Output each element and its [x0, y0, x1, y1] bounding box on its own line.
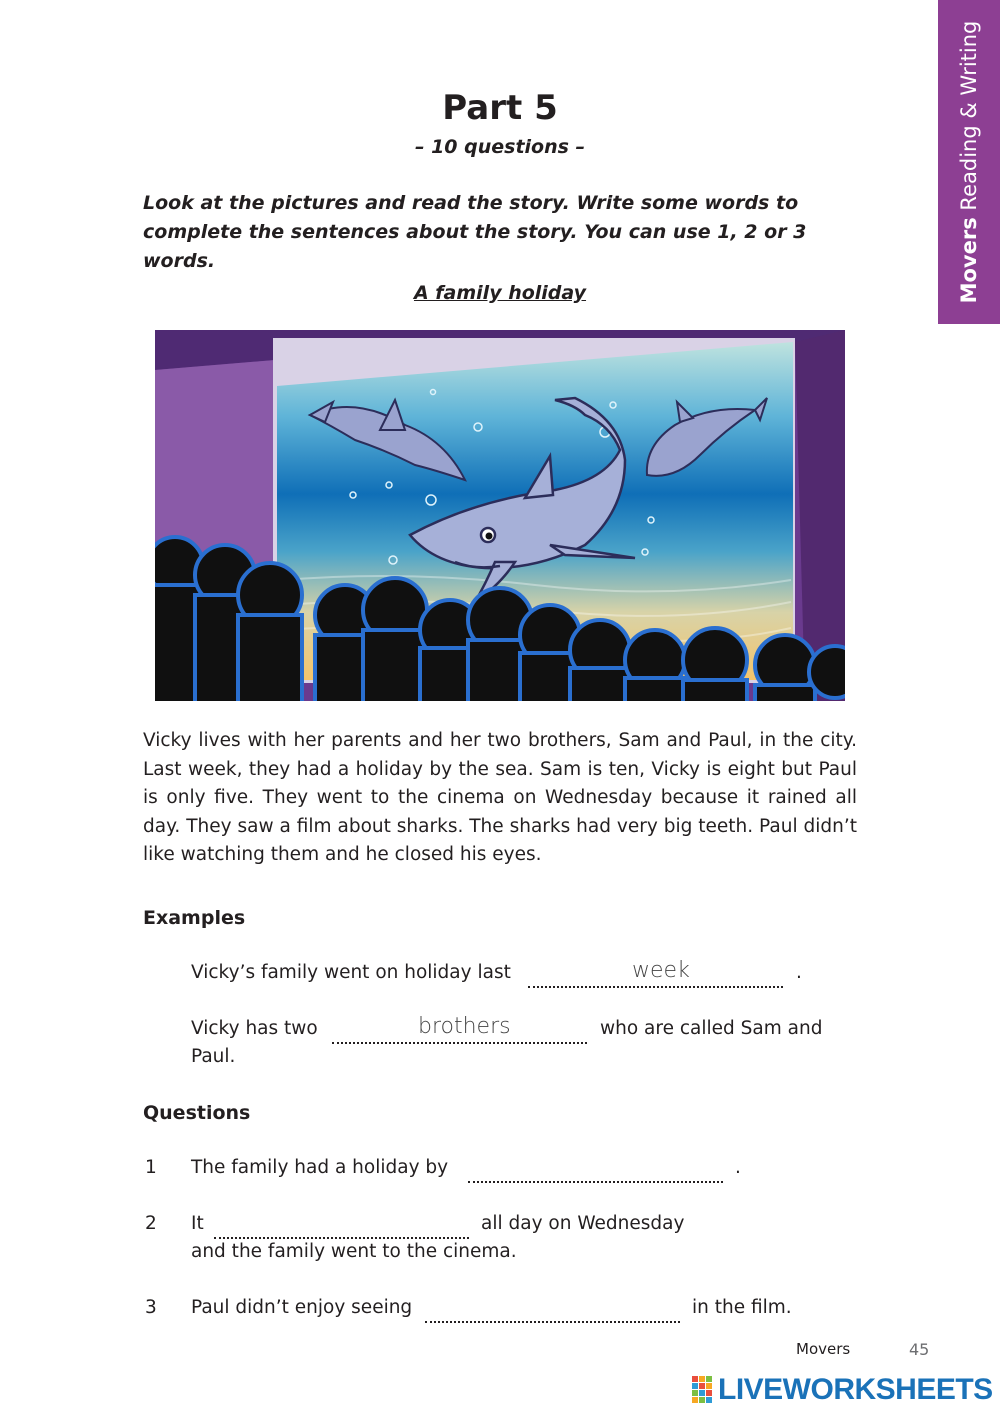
page-subtitle: – 10 questions – [414, 136, 586, 158]
liveworksheets-brand[interactable] [692, 1374, 993, 1406]
question-2-after: all day on Wednesday [481, 1213, 685, 1234]
question-1-number: 1 [145, 1157, 157, 1178]
side-tab-label [957, 21, 981, 304]
page-title: Part 5 [442, 88, 558, 128]
question-1-text: The family had a holiday by [191, 1157, 449, 1178]
question-2-blank[interactable] [214, 1237, 469, 1239]
example-1-text: Vicky’s family went on holiday last [191, 962, 511, 983]
question-2-number: 2 [145, 1213, 157, 1234]
story-title: A family holiday [413, 282, 587, 304]
questions-heading: Questions [143, 1102, 251, 1124]
liveworksheets-logo-icon [692, 1376, 714, 1404]
example-2-answer: brothers [418, 1014, 511, 1039]
page-number: 45 [909, 1340, 930, 1359]
story-text: Vicky lives with her parents and her two brothers, Sam and Paul, in the city. Last week, they had a holiday by the sea. Sam is ten, Vicky is eight but Paul is only five. They went to the cinema on Wednesday because it rained all day. They saw a film about sharks. The sharks had very big teeth. Paul didn’t like watching them and he closed his eyes. [143, 730, 857, 865]
side-tab-level: Movers [957, 217, 981, 304]
liveworksheets-wordmark: LIVEWORKSHEETS [718, 1373, 993, 1406]
question-1-blank[interactable] [468, 1181, 723, 1183]
shark-cinema-illustration [155, 330, 845, 701]
example-2-after-line2: Paul. [191, 1046, 236, 1067]
example-1-end: . [796, 962, 802, 983]
side-tab [938, 0, 1000, 324]
example-1-blank [528, 986, 783, 988]
question-1-end: . [735, 1157, 741, 1178]
question-3-number: 3 [145, 1297, 157, 1318]
example-2-after: who are called Sam and [600, 1018, 823, 1039]
question-3-blank[interactable] [425, 1321, 680, 1323]
question-3-end: in the film. [692, 1297, 792, 1318]
example-2-text: Vicky has two [191, 1018, 318, 1039]
question-3-text: Paul didn’t enjoy seeing [191, 1297, 413, 1318]
example-1-answer: week [632, 958, 690, 983]
example-2-blank [332, 1042, 587, 1044]
footer-label: Movers [796, 1340, 851, 1358]
question-2-text: It [191, 1213, 204, 1234]
question-2-after-line2: and the family went to the cinema. [191, 1241, 517, 1262]
side-tab-skill: Reading & Writing [957, 20, 981, 211]
instructions: Look at the pictures and read the story. Write some words to complete the sentences about the story. You can use 1, 2 or 3 words. [143, 192, 807, 272]
examples-heading: Examples [143, 907, 246, 929]
